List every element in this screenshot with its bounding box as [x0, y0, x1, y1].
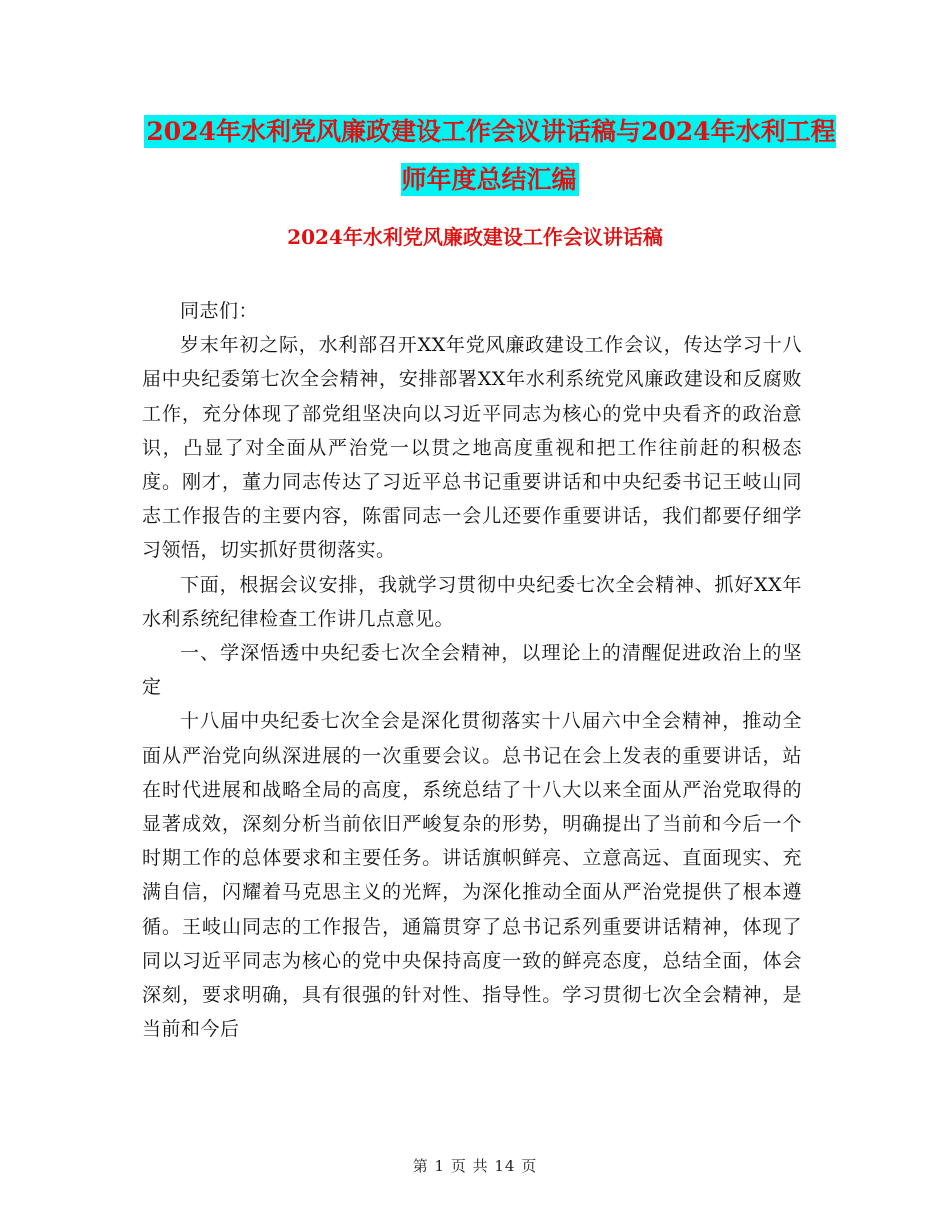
paragraph-salutation: 同志们： — [180, 300, 259, 322]
page-footer: 第 1 页 共 14 页 — [412, 1157, 538, 1175]
paragraph-intro: 岁末年初之际，水利部召开XX年党风廉政建设工作会议，传达学习十八届中央纪委第七次全会精神，安排部署XX年水利系统党风廉政建设和反腐败工作，充分体现了部党组坚决向以习近平同志为核心的党中央看齐的政治意识，凸显了对全面从严治党一以贯之地高度重视和把工作往前赶的积极态度。刚才，董力同志传达了习近平总书记重要讲话和中央纪委书记王岐山同志工作报告的主要内容，陈雷同志一会儿还要作重要讲话，我们都要仔细学习领悟，切实抓好贯彻落实。 — [142, 334, 802, 562]
paragraph-arrangement: 下面，根据会议安排，我就学习贯彻中央纪委七次全会精神、抓好XX年水利系统纪律检查工作讲几点意见。 — [142, 573, 802, 630]
paragraph-body: 十八届中央纪委七次全会是深化贯彻落实十八届六中全会精神，推动全面从严治党向纵深进展的一次重要会议。总书记在会上发表的重要讲话，站在时代进展和战略全局的高度，系统总结了十八大以来全面从严治党取得的显著成效，深刻分析当前依旧严峻复杂的形势，明确提出了当前和今后一个时期工作的总体要求和主要任务。讲话旗帜鲜亮、立意高远、直面现实、充满自信，闪耀着马克思主义的光辉，为深化推动全面从严治党提供了根本遵循。王岐山同志的工作报告，通篇贯穿了总书记系列重要讲话精神，体现了同以习近平同志为核心的党中央保持高度一致的鲜亮态度，总结全面，体会深刻，要求明确，具有很强的针对性、指导性。学习贯彻七次全会精神，是当前和今后 — [142, 710, 802, 1041]
paragraph-heading-one: 一、学深悟透中央纪委七次全会精神，以理论上的清醒促进政治上的坚定 — [142, 642, 802, 699]
document-title — [140, 108, 840, 204]
section-title: 2024年水利党风廉政建设工作会议讲话稿 — [287, 225, 663, 249]
document-title-highlight: 2024年水利党风廉政建设工作会议讲话稿与2024年水利工程师年度总结汇编 — [146, 117, 836, 194]
document-body — [142, 294, 802, 1046]
